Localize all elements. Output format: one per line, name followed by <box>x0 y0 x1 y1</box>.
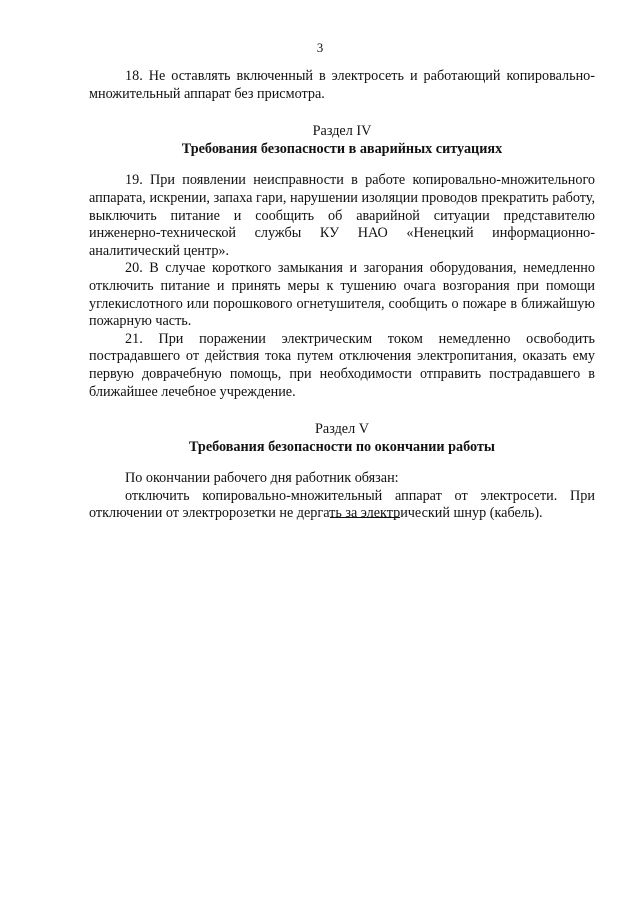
section-4-title: Требования безопасности в аварийных ситуациях <box>181 140 503 157</box>
paragraph-section-5-duty: отключить копировально-множительный аппарат от электросети. При отключении от электророзетки не дергать за электрический шнур (кабель). <box>89 487 595 522</box>
page-number: 3 <box>316 40 324 55</box>
end-of-document-line <box>330 517 400 518</box>
paragraph-21: 21. При поражении электрическим током немедленно освободить пострадавшего от действия тока путем отключения электропитания, оказать ему первую доврачебную помощь, при необходимости отправить пострадавшего в ближайшее лечебное учреждение. <box>89 330 595 400</box>
paragraph-19: 19. При появлении неисправности в работе копировально-множительного аппарата, искрении, запаха гари, нарушении изоляции проводов прекратить работу, выключить питание и сообщить об аварийной ситуации представителю инженерно-технической службы КУ НАО «Ненецкий информационно-аналитический центр». <box>89 172 595 259</box>
section-5-label: Раздел V <box>315 421 369 438</box>
paragraph-20: 20. В случае короткого замыкания и загорания оборудования, немедленно отключить питание и принять меры к тушению очага возгорания при помощи углекислотного или порошкового огнетушителя, сообщить о пожаре в ближайшую пожарную часть. <box>89 260 595 330</box>
paragraph-18: 18. Не оставлять включенный в электросеть и работающий копировально-множительный аппарат без присмотра. <box>89 68 595 102</box>
section-4-label: Раздел IV <box>312 123 372 140</box>
section-5 <box>89 421 595 523</box>
document-body <box>89 68 595 523</box>
section-4 <box>89 123 595 401</box>
section-5-title: Требования безопасности по окончании работы <box>189 438 495 455</box>
paragraph-section-5-intro: По окончании рабочего дня работник обязан: <box>125 470 399 487</box>
